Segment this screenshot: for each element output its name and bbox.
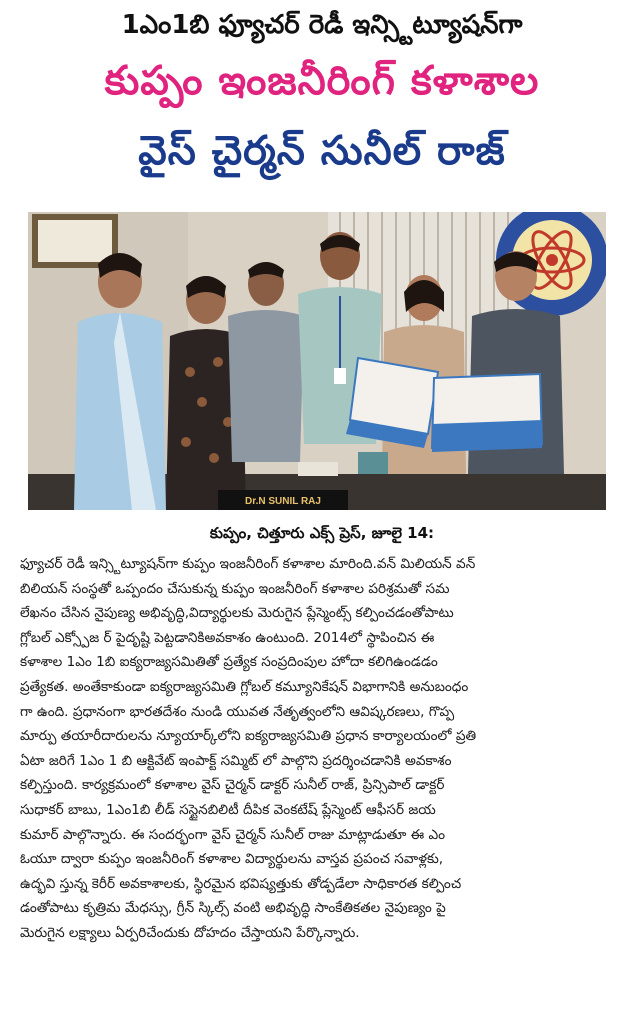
- kicker-headline: 1ఎం1బి ఫ్యూచర్ రెడీ ఇన్స్టిట్యూషన్‌గా: [121, 10, 523, 40]
- body-line: మార్పు తయారీదారులను న్యూయార్క్‌లోని ఐక్యరాజ్యసమితి ప్రధాన కార్యాలయంలో ప్రతి: [20, 728, 477, 745]
- body-line: సుధాకర్ బాబు, 1ఎం1బి లీడ్ సస్టైనబిలిటీ దీపిక వెంకటేష్ ప్లేస్మెంట్ ఆఫీసర్ జయ: [20, 801, 436, 818]
- body-line: లేఖనం చేసిన నైపుణ్య అభివృద్ధి,విద్యార్థులకు మెరుగైన ప్లేస్మెంట్స్ కల్పించడంతోపాటు: [20, 605, 454, 622]
- body-line: గ్లోబల్ ఎక్స్పోజ ర్ పైదృష్టి పెట్టడానికిఅవకాశం ఉంటుంది. 2014లో స్థాపించిన ఈ: [20, 629, 435, 646]
- dateline: కుప్పం, చిత్తూరు ఎక్స్ ప్రెస్, జూలై 14:: [209, 524, 435, 542]
- nameplate-text: Dr.N SUNIL RAJ: [245, 496, 321, 507]
- body-line: గా ఉంది. ప్రధానంగా భారతదేశం నుండి యువత నేతృత్వంలోని ఆవిష్కరణలు, గొప్ప: [20, 703, 455, 720]
- body-line: మెరుగైన లక్ష్యాలు ఏర్పరిచేందుకు దోహదం చేస్తాయని పేర్కొన్నారు.: [20, 924, 360, 941]
- body-line: బిలియన్ సంస్థతో ఒప్పందం చేసుకున్న కుప్పం ఇంజనీరింగ్ కళాశాల పరిశ్రమతో సమ: [20, 580, 450, 597]
- sub-headline: వైస్ చైర్మన్ సునీల్ రాజ్: [138, 128, 506, 174]
- body-line: ఉద్భవి స్తున్న కెరీర్ అవకాశాలకు, స్థిరమైన భవిష్యత్తుకు తోడ్పడేలా సాధికారత కల్పించ: [20, 875, 462, 892]
- group-photo-illustration: [28, 212, 606, 510]
- body-line: ఫ్యూచర్ రెడీ ఇన్స్టిట్యూషన్‌గా కుప్పం ఇంజనీరింగ్ కళాశాల మారింది.వన్ మిలియన్ వన్: [20, 556, 476, 572]
- main-headline: కుప్పం ఇంజనీరింగ్ కళాశాల: [104, 58, 540, 104]
- body-line: ప్రత్యేకత. అంతేకాకుండా ఐక్యరాజ్యసమితి గ్లోబల్ కమ్యూనికేషన్ విభాగానికి అనుబంధం: [20, 678, 469, 695]
- body-line: కుమార్ పాల్గొన్నారు. ఈ సందర్భంగా వైస్ చైర్మన్ సునీల్ రాజు మాట్లాడుతూ ఈ ఎం: [20, 826, 446, 843]
- news-photo: [28, 212, 606, 510]
- body-line: కళాశాల 1ఎం 1బి ఐక్యరాజ్యసమితితో ప్రత్యేక సంప్రదింపుల హోదా కలిగిఉండడం: [20, 654, 438, 671]
- body-line: ఏటా జరిగే 1ఎం 1 బి ఆక్టివేట్ ఇంపాక్ట్ సమ్మిట్ లో పాల్గొని ప్రదర్శించడానికి అవకాశం: [20, 752, 452, 769]
- article-body: [20, 552, 620, 946]
- body-line: ఓయూ ద్వారా కుప్పం ఇంజనీరింగ్ కళాశాల విద్యార్థులను వాస్తవ ప్రపంచ సవాళ్లకు,: [20, 851, 444, 868]
- body-line: డంతోపాటు కృత్రిమ మేధస్సు, గ్రీన్ స్కిల్స్ వంటి అభివృద్ధి సాంకేతికతల నైపుణ్యం పై: [20, 900, 446, 917]
- body-line: కల్పిస్తుంది. కార్యక్రమంలో కళాశాల వైస్ చైర్మన్ డాక్టర్ సునీల్ రాజ్, ప్రిన్సిపాల్ డాక్టర్: [20, 777, 445, 794]
